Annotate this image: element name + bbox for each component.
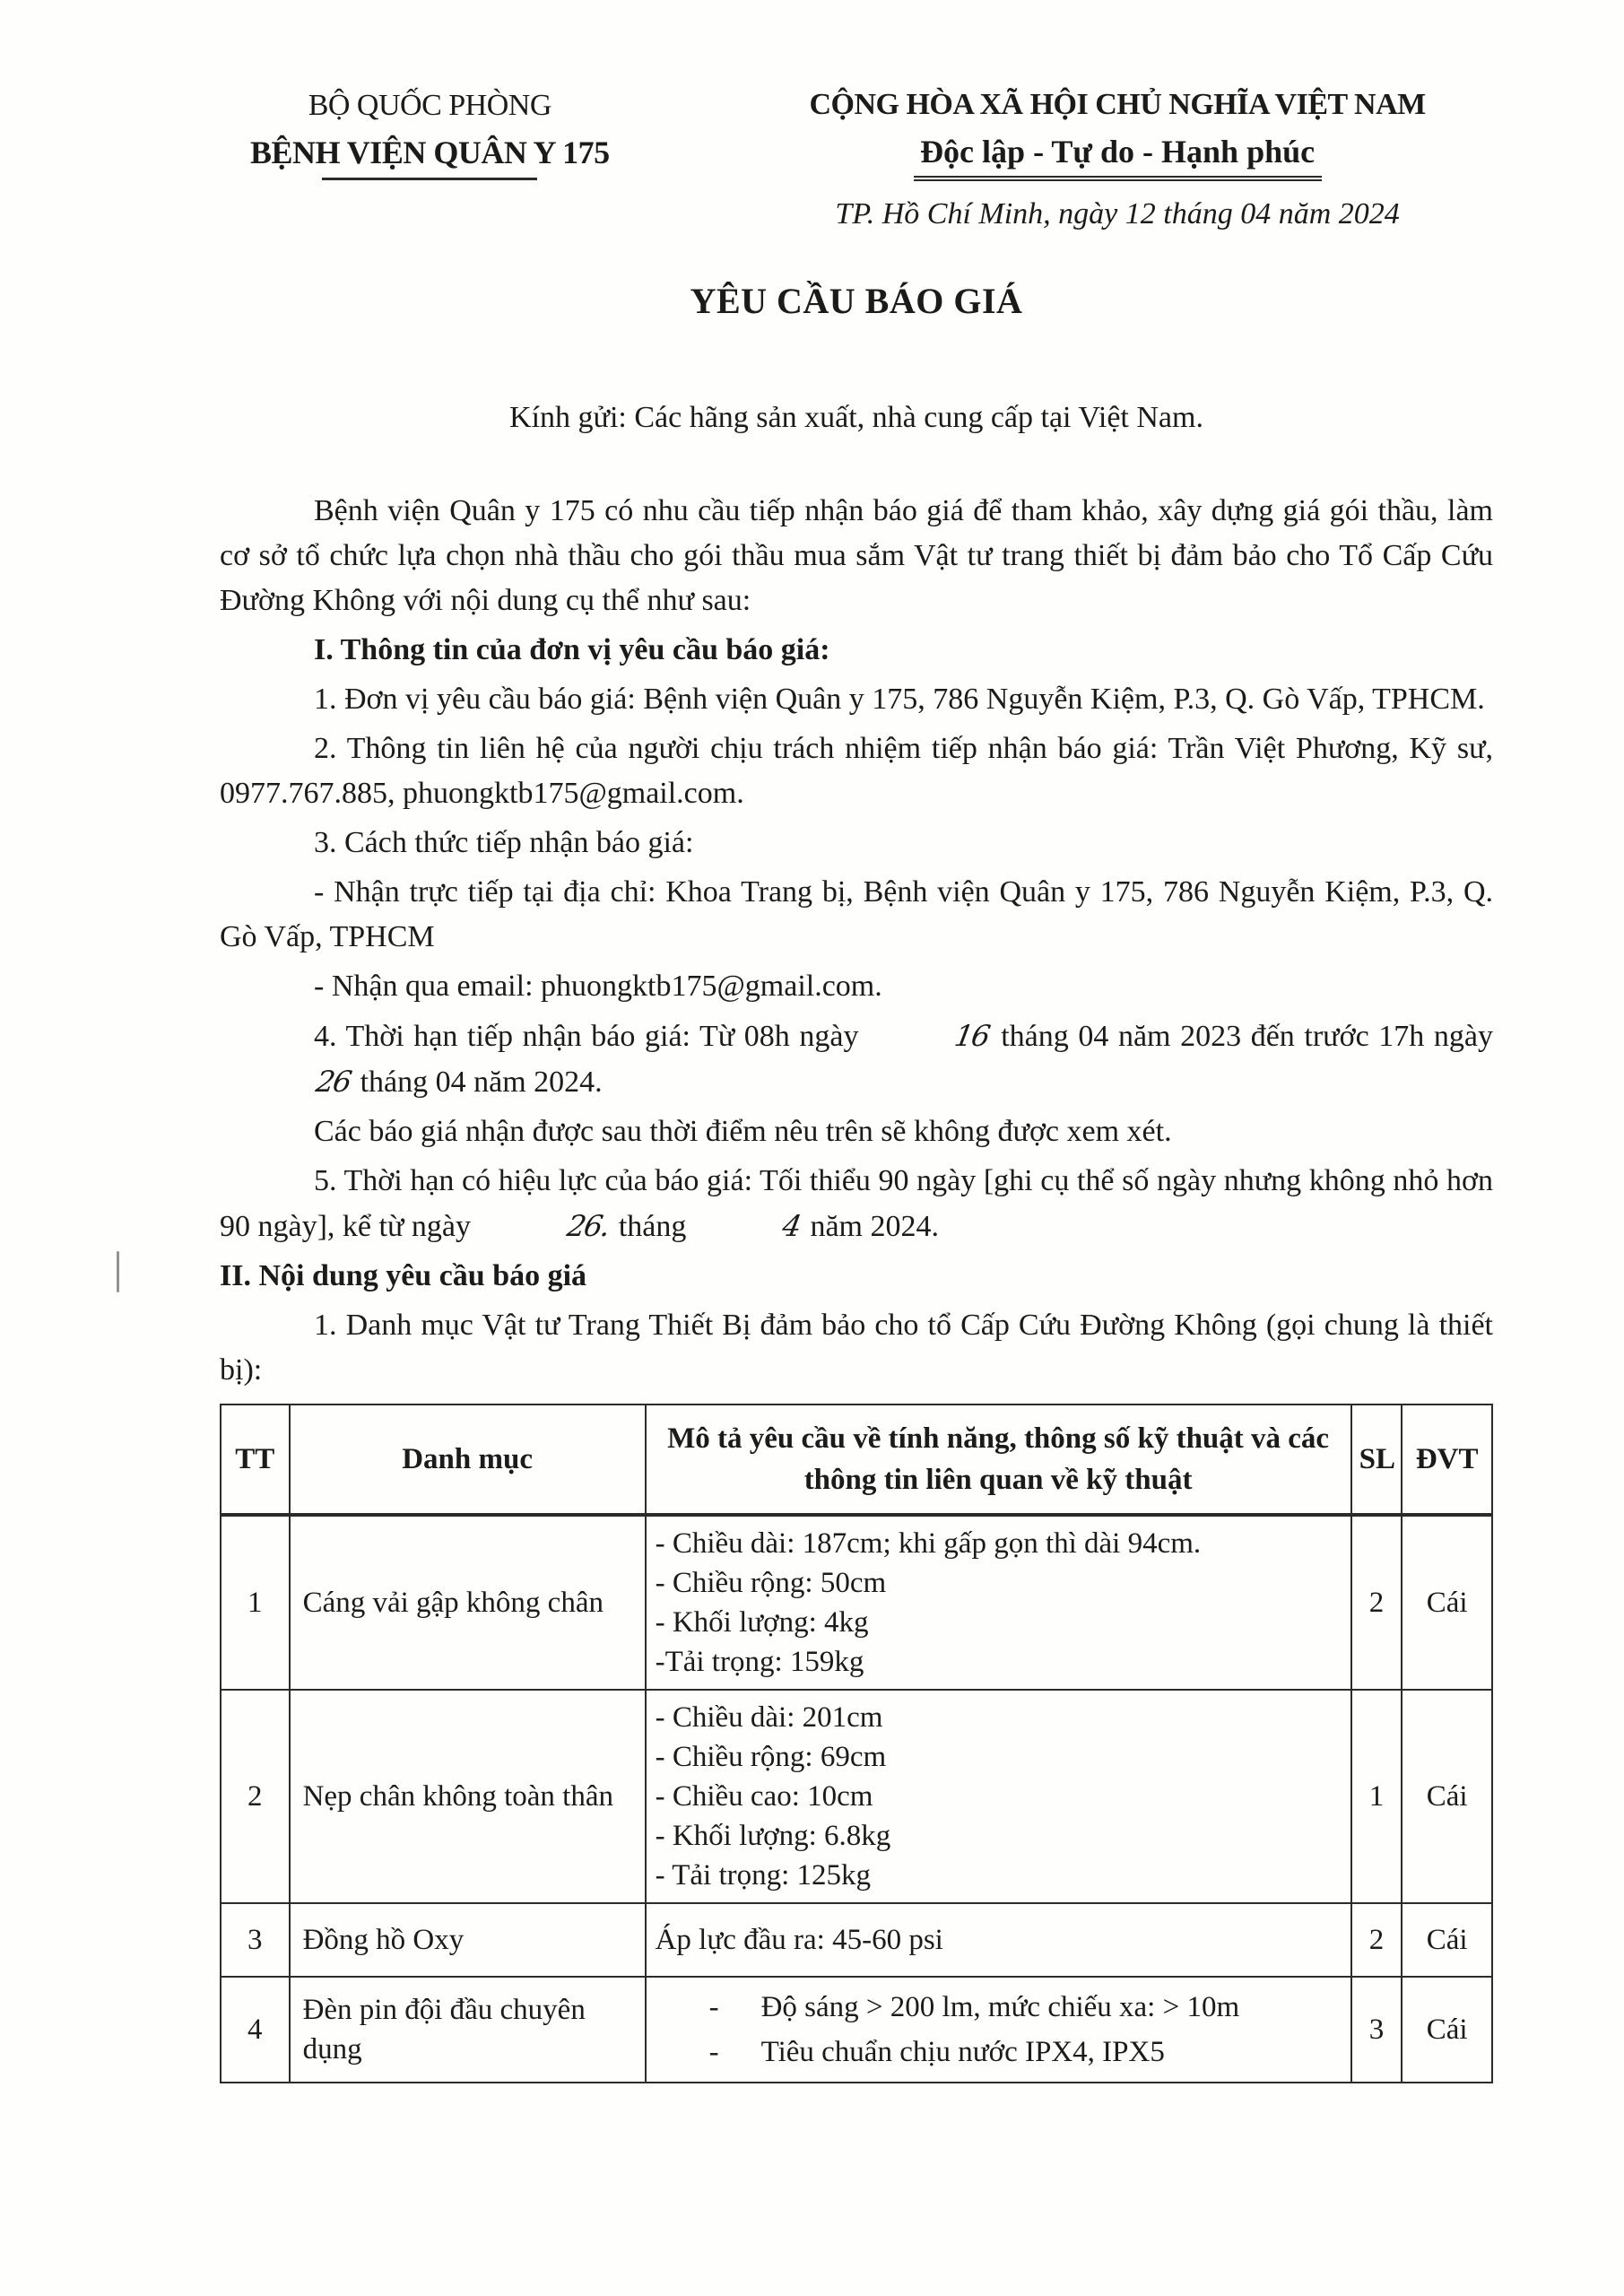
national-title: CỘNG HÒA XÃ HỘI CHỦ NGHĨA VIỆT NAM xyxy=(809,88,1426,121)
section-1-heading: I. Thông tin của đơn vị yêu cầu báo giá: xyxy=(314,633,830,666)
cell-description xyxy=(646,1977,1351,2083)
table-header-row xyxy=(221,1405,1492,1515)
intro-paragraph: Bệnh viện Quân y 175 có nhu cầu tiếp nhận báo giá để tham khảo, xây dựng giá gói thầu, làm cơ sở tổ chức lựa chọn nhà thầu cho gói thầu mua sắm Vật tư trang thiết bị đảm bảo cho Tổ Cấp Cứu Đường Không với nội dung cụ thể như sau: xyxy=(220,494,1493,617)
motto-underline xyxy=(914,176,1322,181)
item-4-text-mid: tháng 04 năm 2023 đến trước 17h ngày xyxy=(991,1020,1493,1053)
cell-quantity: 1 xyxy=(1351,1690,1403,1903)
item-3-bullet-email: - Nhận qua email: phuongktb175@gmail.com. xyxy=(314,970,882,1003)
doc-header xyxy=(220,83,1493,237)
bullet-text: Tiêu chuẩn chịu nước IPX4, IPX5 xyxy=(760,2036,1165,2068)
national-motto: Độc lập - Tự do - Hạnh phúc xyxy=(920,134,1316,170)
org-name-underline xyxy=(322,178,537,180)
cell-unit: Cái xyxy=(1402,1690,1492,1903)
item-4-text-pre: 4. Thời hạn tiếp nhận báo giá: Từ 08h ngày xyxy=(314,1020,859,1053)
cell-quantity: 2 xyxy=(1351,1515,1403,1690)
body-block xyxy=(220,489,1493,1393)
desc-line: -Tải trọng: 159kg xyxy=(655,1646,864,1678)
late-quotes-note: Các báo giá nhận được sau thời điểm nêu trên sẽ không được xem xét. xyxy=(314,1115,1172,1148)
cell-quantity: 2 xyxy=(1351,1903,1403,1977)
cell-quantity: 3 xyxy=(1351,1977,1403,2083)
cell-item-name: Nẹp chân không toàn thân xyxy=(290,1690,646,1903)
item-3-bullet-direct: - Nhận trực tiếp tại địa chỉ: Khoa Trang bị, Bệnh viện Quân y 175, 786 Nguyễn Kiệm, P.3, Q. Gò Vấp, TPHCM xyxy=(220,875,1493,953)
desc-line: - Tải trọng: 125kg xyxy=(655,1859,872,1892)
item-5-text-pre: 5. Thời hạn có hiệu lực của báo giá: Tối thiểu 90 ngày [ghi cụ thể số ngày nhưng không nhỏ hơn 90 ngày], kể từ ngày xyxy=(220,1164,1493,1243)
handwritten-day-from: 16 xyxy=(952,1019,992,1053)
item-4-text-post: tháng 04 năm 2024. xyxy=(352,1065,603,1099)
place-date-line: TP. Hồ Chí Minh, ngày 12 tháng 04 năm 2024 xyxy=(835,197,1400,230)
col-header-sl: SL xyxy=(1351,1405,1403,1515)
col-header-danh-muc: Danh mục xyxy=(290,1405,646,1515)
cell-unit: Cái xyxy=(1402,1903,1492,1977)
desc-line: - Khối lượng: 4kg xyxy=(655,1606,869,1639)
handwritten-day-to: 26 xyxy=(313,1065,353,1099)
bullet-text: Độ sáng > 200 lm, mức chiếu xa: > 10m xyxy=(760,1991,1240,2023)
header-left-block xyxy=(220,83,640,180)
desc-line xyxy=(656,1985,1342,2030)
item-5-validity xyxy=(220,1159,1493,1249)
cell-item-name: Cáng vải gập không chân xyxy=(290,1515,646,1690)
cell-tt: 1 xyxy=(221,1515,290,1690)
col-header-mo-ta: Mô tả yêu cầu về tính năng, thông số kỹ thuật và các thông tin liên quan về kỹ thuật xyxy=(646,1405,1351,1515)
cell-tt: 4 xyxy=(221,1977,290,2083)
table-row xyxy=(221,1977,1492,2083)
col-header-tt: TT xyxy=(221,1405,290,1515)
desc-line: - Chiều cao: 10cm xyxy=(655,1780,873,1813)
item-4-deadline xyxy=(220,1013,1493,1105)
equipment-spec-table xyxy=(220,1404,1493,2083)
section-2-heading: II. Nội dung yêu cầu báo giá xyxy=(220,1259,587,1292)
cell-tt: 2 xyxy=(221,1690,290,1903)
header-right-block xyxy=(742,83,1493,237)
item-5-text-mid: tháng xyxy=(611,1210,687,1243)
desc-line xyxy=(656,2030,1342,2074)
handwritten-validity-month: 4 xyxy=(780,1209,803,1243)
item-3-receiving-method: 3. Cách thức tiếp nhận báo giá: xyxy=(314,826,694,859)
cell-tt: 3 xyxy=(221,1903,290,1977)
table-row xyxy=(221,1690,1492,1903)
desc-line: - Khối lượng: 6.8kg xyxy=(655,1820,891,1852)
desc-line: - Chiều rộng: 50cm xyxy=(655,1567,887,1599)
desc-line: - Chiều dài: 201cm xyxy=(655,1701,883,1734)
cell-unit: Cái xyxy=(1402,1977,1492,2083)
desc-line: Áp lực đầu ra: 45-60 psi xyxy=(655,1924,943,1956)
handwritten-validity-day: 26. xyxy=(564,1209,612,1243)
cell-description xyxy=(646,1515,1351,1690)
document-title: YÊU CẦU BÁO GIÁ xyxy=(690,281,1023,321)
parent-org-name: BỘ QUỐC PHÒNG xyxy=(308,89,551,122)
cell-item-name: Đồng hồ Oxy xyxy=(290,1903,646,1977)
cell-description xyxy=(646,1903,1351,1977)
desc-line: - Chiều dài: 187cm; khi gấp gọn thì dài 94cm. xyxy=(655,1527,1202,1560)
table-row xyxy=(221,1515,1492,1690)
table-row xyxy=(221,1903,1492,1977)
bullet-dash: - xyxy=(708,2036,719,2068)
col-header-dvt: ĐVT xyxy=(1402,1405,1492,1515)
desc-line: - Chiều rộng: 69cm xyxy=(655,1741,887,1773)
item-5-text-post: năm 2024. xyxy=(802,1210,939,1243)
item-1-requesting-unit: 1. Đơn vị yêu cầu báo giá: Bệnh viện Quân y 175, 786 Nguyễn Kiệm, P.3, Q. Gò Vấp, TPHCM. xyxy=(314,683,1485,716)
greeting-line: Kính gửi: Các hãng sản xuất, nhà cung cấp tại Việt Nam. xyxy=(509,401,1203,434)
org-name: BỆNH VIỆN QUÂN Y 175 xyxy=(249,135,610,170)
cell-unit: Cái xyxy=(1402,1515,1492,1690)
section-2-item-1: 1. Danh mục Vật tư Trang Thiết Bị đảm bảo cho tổ Cấp Cứu Đường Không (gọi chung là thiết bị): xyxy=(220,1309,1493,1387)
document-content xyxy=(220,83,1493,2083)
cell-description xyxy=(646,1690,1351,1903)
bullet-dash: - xyxy=(708,1991,719,2023)
cell-item-name: Đèn pin đội đầu chuyên dụng xyxy=(290,1977,646,2083)
scan-artifact xyxy=(117,1251,119,1292)
item-2-contact-info: 2. Thông tin liên hệ của người chịu trách nhiệm tiếp nhận báo giá: Trần Việt Phương, Kỹ sư, 0977.767.885, phuongktb175@gmail.com. xyxy=(220,732,1493,810)
